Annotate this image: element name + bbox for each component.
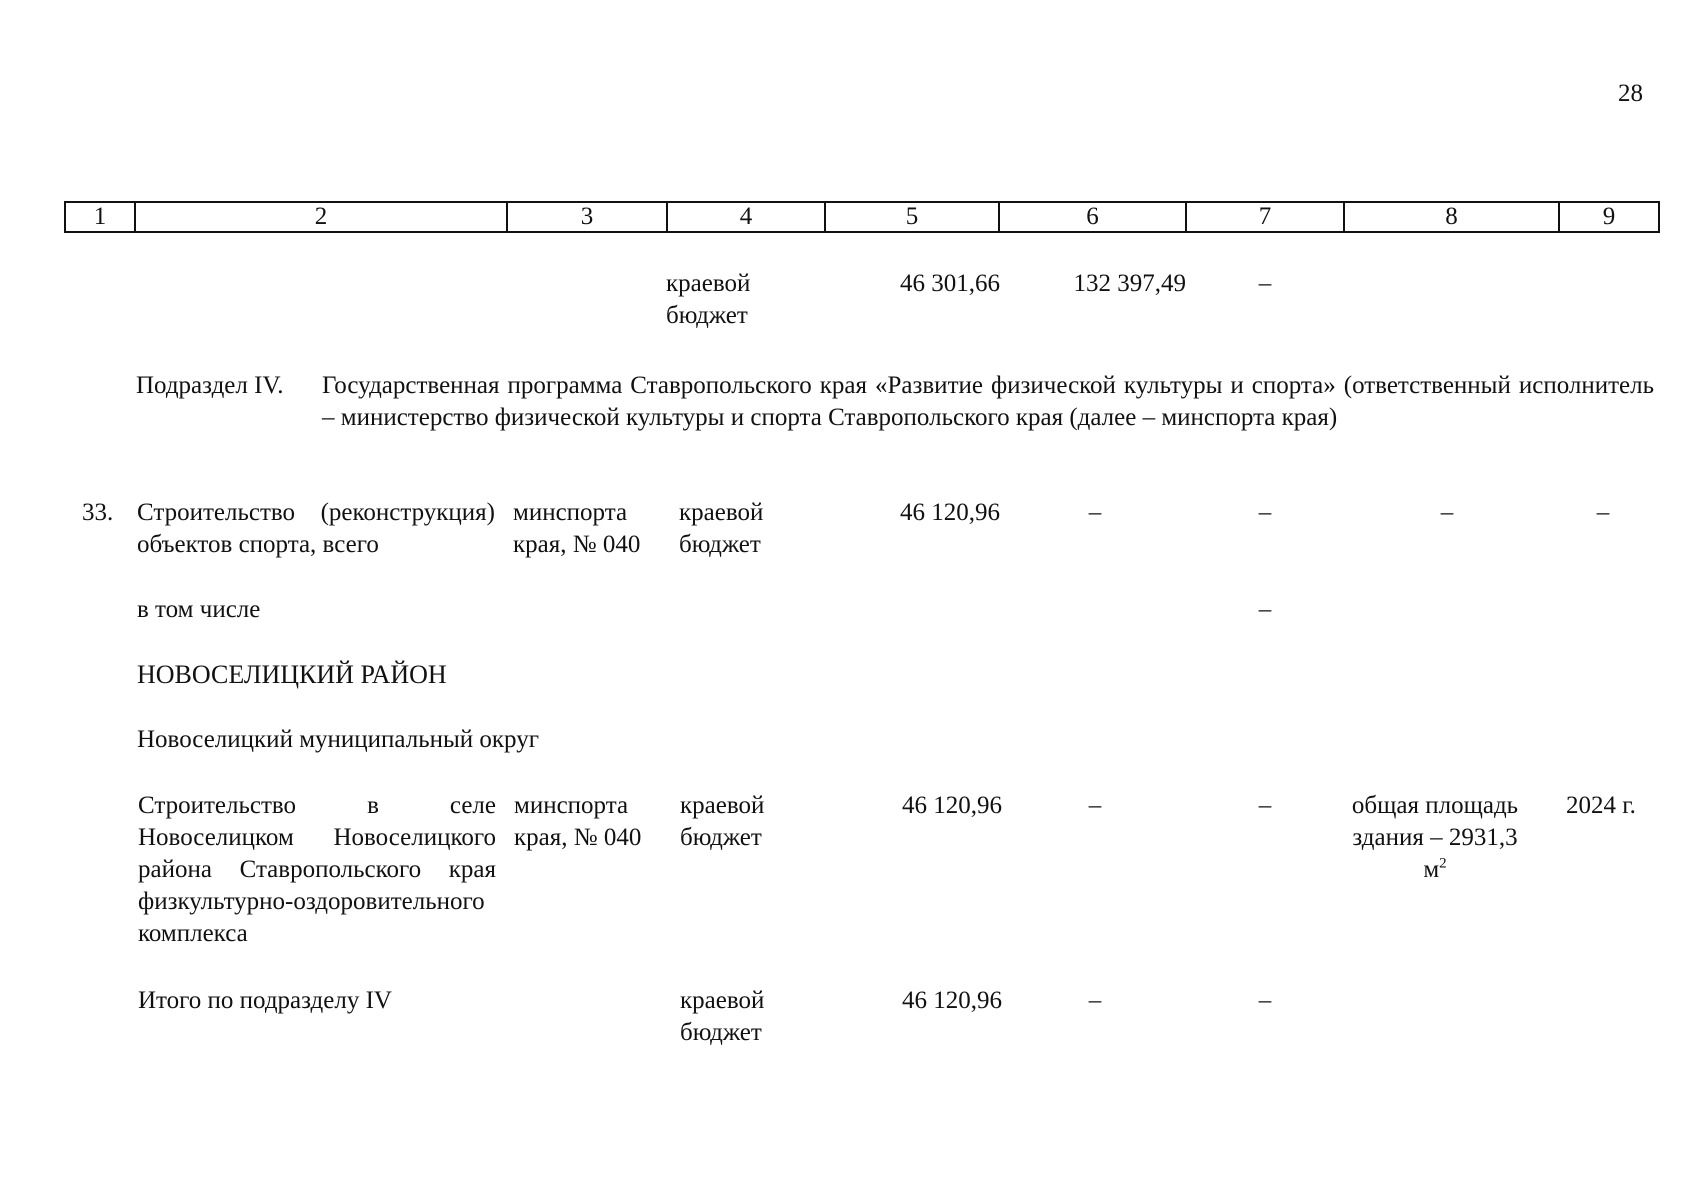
object-col8-text: общая площадь здания – 2931,3 м bbox=[1351, 792, 1519, 883]
district-heading: НОВОСЕЛИЦКИЙ РАЙОН bbox=[137, 660, 447, 689]
municipality-heading: Новоселицкий муниципальный округ bbox=[137, 726, 539, 753]
header-col-2: 2 bbox=[135, 202, 507, 232]
page-number: 28 bbox=[1618, 80, 1643, 107]
total-col7: – bbox=[1258, 987, 1272, 1014]
header-col-5: 5 bbox=[825, 202, 999, 232]
item-33-col6: – bbox=[1088, 499, 1102, 526]
item-33-col7: – bbox=[1258, 499, 1272, 526]
carry-over-col5: 46 301,66 bbox=[900, 270, 1000, 297]
object-col5: 46 120,96 bbox=[902, 792, 1002, 819]
total-source: краевой бюджет bbox=[680, 987, 765, 1046]
header-col-6: 6 bbox=[999, 202, 1186, 232]
item-33-col5: 46 120,96 bbox=[900, 499, 1000, 526]
header-col-9: 9 bbox=[1559, 202, 1659, 232]
item-33-number: 33. bbox=[82, 499, 114, 526]
header-col-4: 4 bbox=[667, 202, 825, 232]
item-33-source: краевой бюджет bbox=[679, 499, 764, 558]
carry-over-col6: 132 397,49 bbox=[1073, 270, 1186, 297]
column-number-header bbox=[64, 201, 1660, 233]
header-col-3: 3 bbox=[507, 202, 667, 232]
header-col-1: 1 bbox=[65, 202, 135, 232]
total-col5: 46 120,96 bbox=[902, 987, 1002, 1014]
total-label: Итого по подразделу IV bbox=[138, 987, 392, 1014]
including-col7: – bbox=[1258, 596, 1272, 623]
item-33-col9: – bbox=[1596, 499, 1610, 526]
object-col9: 2024 г. bbox=[1566, 792, 1636, 819]
subsection-text: Государственная программа Ставропольского края «Развитие физической культуры и спорта» (ответственный исполнитель – министерство физической культуры и спорта Ставропольского края (далее – минспорта края) bbox=[322, 372, 1654, 431]
header-col-7: 7 bbox=[1186, 202, 1344, 232]
object-col6: – bbox=[1088, 792, 1102, 819]
carry-over-source: краевой бюджет bbox=[666, 270, 751, 329]
object-col8-superscript: 2 bbox=[1439, 855, 1447, 872]
item-33-col8: – bbox=[1440, 499, 1454, 526]
object-col7: – bbox=[1258, 792, 1272, 819]
carry-over-col7: – bbox=[1258, 270, 1272, 297]
total-col6: – bbox=[1088, 987, 1102, 1014]
item-33-name: Строительство (реконструкция) объектов спорта, всего bbox=[137, 499, 495, 558]
item-33-executor: минспорта края, № 040 bbox=[513, 499, 641, 558]
including-label: в том числе bbox=[137, 596, 261, 623]
object-name: Строительство в селе Новоселицком Новоселицкого района Ставропольского края физкультурно-оздоровительного комплекса bbox=[138, 792, 496, 947]
subsection-label: Подраздел IV. bbox=[136, 372, 284, 399]
object-executor: минспорта края, № 040 bbox=[514, 792, 642, 851]
header-col-8: 8 bbox=[1344, 202, 1559, 232]
object-source: краевой бюджет bbox=[680, 792, 765, 851]
object-col8 bbox=[1340, 790, 1530, 886]
